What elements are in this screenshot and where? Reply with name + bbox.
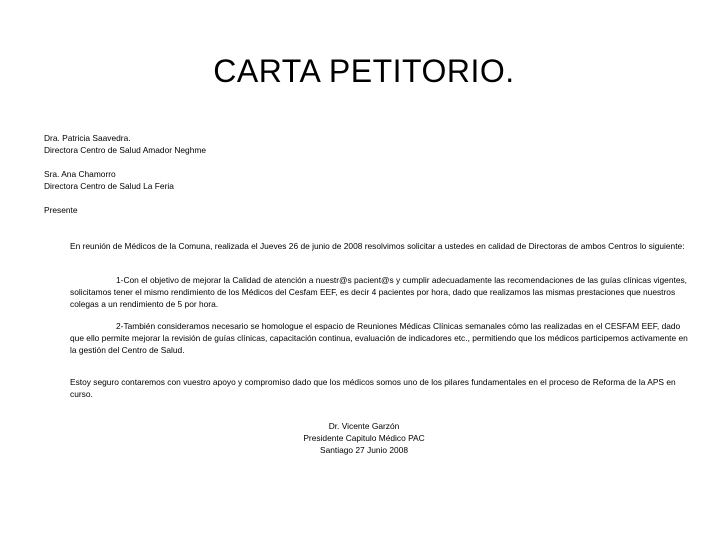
recipient-1-role: Directora Centro de Salud Amador Neghme [44, 145, 206, 155]
intro-paragraph: En reunión de Médicos de la Comuna, realizada el Jueves 26 de junio de 2008 resolvimos solicitar a ustedes en calidad de Directoras de ambos Centros lo siguiente: [70, 241, 685, 251]
point-1-text: 1-Con el objetivo de mejorar la Calidad de atención a nuestr@s pacient@s y cumplir adecuadamente las recomendaciones de las guías clínicas vigentes, solicitamos tener el mismo rendimiento de los Médicos del Cesfam EEF, es decir 4 pacientes por hora, dado que realizamos las mismas prestaciones que nuestros colegas a un rendimiento de 5 por hora. [70, 275, 687, 309]
presente-label: Presente [44, 205, 78, 215]
letter-title: CARTA PETITORIO. [213, 53, 515, 89]
recipient-2-name: Sra. Ana Chamorro [44, 169, 116, 179]
spacer [44, 156, 464, 168]
signature-block [250, 420, 478, 456]
recipients-block [44, 132, 464, 216]
recipient-2-role: Directora Centro de Salud La Feria [44, 181, 174, 191]
signatory-name: Dr. Vicente Garzón [328, 421, 400, 431]
point-2-text: 2-También consideramos necesario se homologue el espacio de Reuniones Médicas Clínicas semanales cómo las realizadas en el CESFAM EEF, dado que ello permite mejorar la revisión de guías clínicas, capacitación continua, evaluación de indicadores etc., permitiendo que los médicos participemos activamente en la gestión del Centro de Salud. [70, 321, 688, 355]
point-2-paragraph [70, 320, 690, 356]
closing-paragraph: Estoy seguro contaremos con vuestro apoyo y compromiso dado que los médicos somos uno de los pilares fundamentales en el proceso de Reforma de la APS en curso. [70, 377, 676, 399]
signatory-role: Presidente Capitulo Médico PAC [303, 433, 425, 443]
spacer [44, 192, 464, 204]
signature-place-date: Santiago 27 Junio 2008 [319, 445, 408, 455]
point-1-paragraph [70, 274, 690, 310]
recipient-1-name: Dra. Patricia Saavedra. [44, 133, 131, 143]
